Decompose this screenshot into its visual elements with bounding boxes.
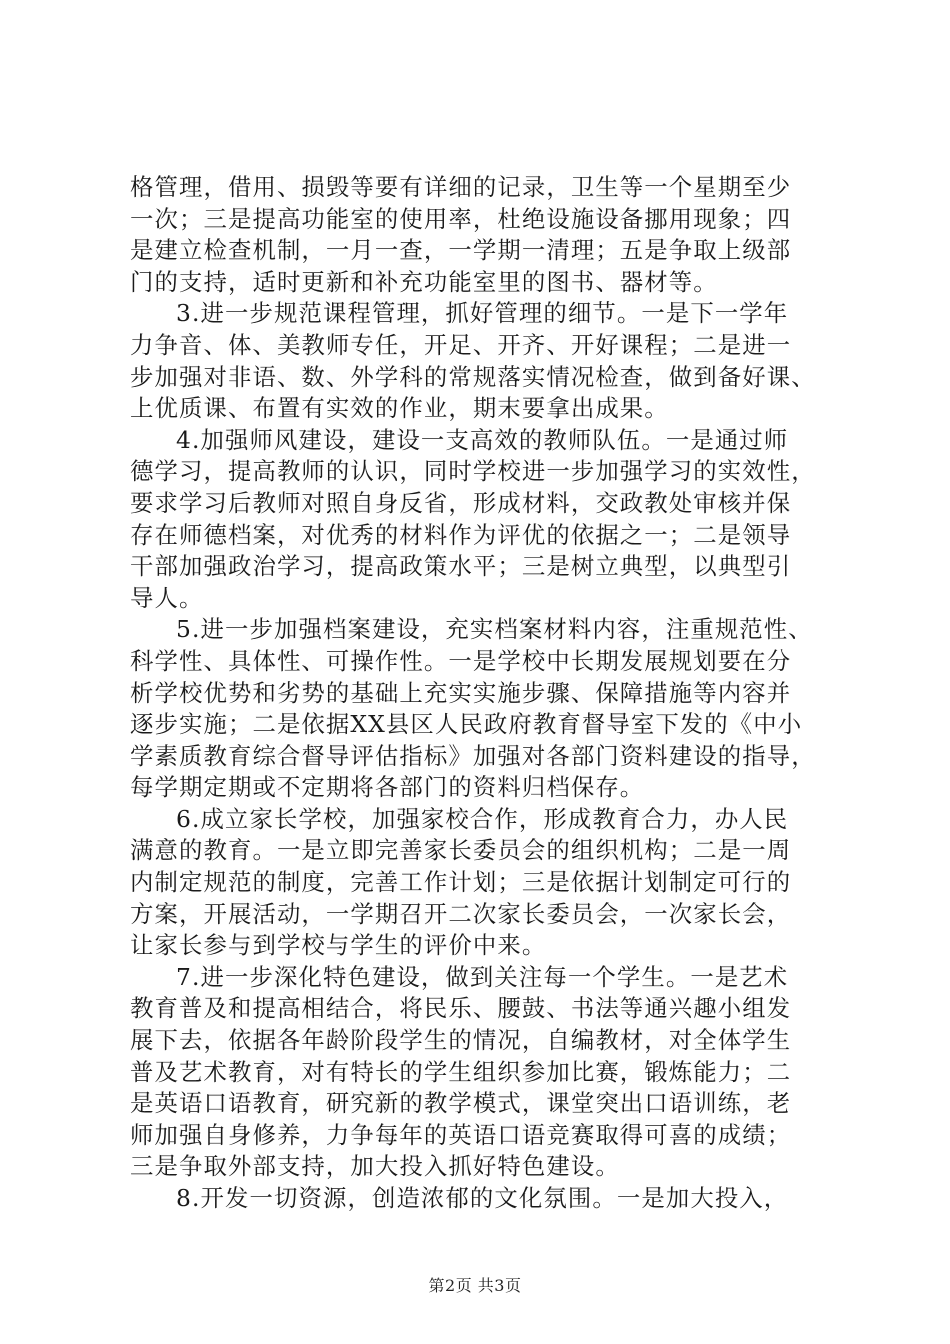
text-line: 教育普及和提高相结合，将民乐、腰鼓、书法等通兴趣小组发 <box>130 994 792 1023</box>
paragraph-start-line: 8.开发一切资源，创造浓郁的文化氛围。一是加大投入， <box>176 1184 789 1212</box>
text-line: 是建立检查机制，一月一查，一学期一清理；五是争取上级部 <box>130 236 792 265</box>
paragraph-start-line: 4.加强师风建设，建设一支高效的教师队伍。一是通过师 <box>176 425 789 454</box>
text-line: 满意的教育。一是立即完善家长委员会的组织机构；二是一周 <box>130 836 792 865</box>
text-line: 格管理，借用、损毁等要有详细的记录，卫生等一个星期至少 <box>130 173 792 201</box>
text-line: 每学期定期或不定期将各部门的资料归档保存。 <box>130 773 645 802</box>
text-line: 要求学习后教师对照自身反省，形成材料，交政教处审核并保 <box>130 488 792 517</box>
page-footer: 第2页 共3页 <box>428 1276 522 1295</box>
document-body <box>130 172 830 1215</box>
text-line: 存在师德档案，对优秀的材料作为评优的依据之一；二是领导 <box>130 520 792 549</box>
text-line: 学素质教育综合督导评估指标》加强对各部门资料建设的指导， <box>130 741 816 770</box>
text-line: 一次；三是提高功能室的使用率，杜绝设施设备挪用现象；四 <box>130 204 792 233</box>
text-line: 让家长参与到学校与学生的评价中来。 <box>130 931 547 960</box>
text-line: 干部加强政治学习，提高政策水平；三是树立典型，以典型引 <box>130 552 792 581</box>
text-line: 德学习，提高教师的认识，同时学校进一步加强学习的实效性， <box>130 457 816 486</box>
text-line: 师加强自身修养，力争每年的英语口语竞赛取得可喜的成绩； <box>130 1120 792 1149</box>
paragraph-start-line: 7.进一步深化特色建设，做到关注每一个学生。一是艺术 <box>176 962 789 991</box>
text-line: 是英语口语教育，研究新的教学模式，课堂突出口语训练，老 <box>130 1089 792 1118</box>
paragraph-start-line: 5.进一步加强档案建设，充实档案材料内容，注重规范性、 <box>176 615 813 644</box>
text-line: 析学校优势和劣势的基础上充实实施步骤、保障措施等内容并 <box>130 678 792 707</box>
text-line: 步加强对非语、数、外学科的常规落实情况检查，做到备好课、 <box>130 362 816 391</box>
text-line: 三是争取外部支持，加大投入抓好特色建设。 <box>130 1152 620 1181</box>
text-line: 普及艺术教育，对有特长的学生组织参加比赛，锻炼能力；二 <box>130 1057 792 1086</box>
paragraph-start-line: 3.进一步规范课程管理，抓好管理的细节。一是下一学年 <box>176 299 789 328</box>
text-line: 上优质课、布置有实效的作业，期末要拿出成果。 <box>130 394 669 423</box>
text-line: 科学性、具体性、可操作性。一是学校中长期发展规划要在分 <box>130 646 792 675</box>
text-line: 逐步实施；二是依据XX县区人民政府教育督导室下发的《中小 <box>130 710 803 739</box>
text-line: 力争音、体、美教师专任，开足、开齐、开好课程；二是进一 <box>130 330 792 359</box>
paragraph-start-line: 6.成立家长学校，加强家校合作，形成教育合力，办人民 <box>176 804 789 833</box>
text-line: 导人。 <box>130 583 204 612</box>
text-line: 门的支持，适时更新和补充功能室里的图书、器材等。 <box>130 267 718 296</box>
text-line: 内制定规范的制度，完善工作计划；三是依据计划制定可行的 <box>130 868 792 897</box>
text-line: 方案，开展活动，一学期召开二次家长委员会，一次家长会， <box>130 899 792 928</box>
text-line: 展下去，依据各年龄阶段学生的情况，自编教材，对全体学生 <box>130 1026 792 1055</box>
